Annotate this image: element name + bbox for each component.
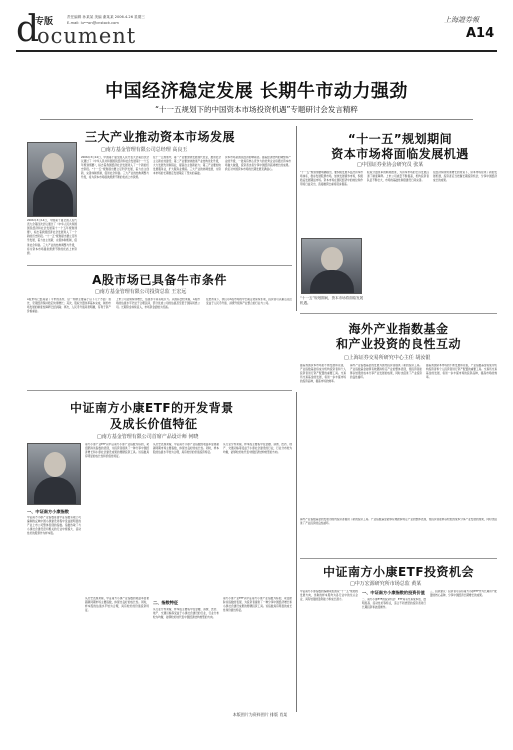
article-etf-background-byline: □南方基金管理有限公司首席产品设计师 何晓 <box>97 434 199 440</box>
article-overseas-funds-byline: □上海证券交易所研究中心主任 胡汝银 <box>344 355 431 361</box>
article-etf-background-col1: 中证南方小康产业指数是由中证指数有限公司编制的反映中国小康建设进程中受益最明显的产业上市公司整体表现的指数。指数选取了与小康社会建设密切相关的行业中规模大、流动性好的股票作为样本股。 <box>27 516 81 536</box>
masthead-paper-name: 上海證券報 <box>444 16 479 24</box>
article-opportunities-col2: 股权分置改革的顺利推进，为资本市场的长远发展扫清了制度障碍。上市公司质量不断提高，机构投资者队伍不断壮大，市场的基础性制度建设日趋完善。 <box>367 171 429 183</box>
article-overseas-funds-col1: 海外产业指数基金的发展为国内投资者提供了新的投资工具。产业指数基金能够有效跟踪特定产业的整体表现，使投资者能够以较低的成本分享产业发展的成果，同时也促进了产业投资的良性循环。 <box>350 364 422 380</box>
article-overseas-funds-title-line2: 和产业投资的良性互动 <box>335 337 461 351</box>
article-opportunities-title-line1: “十一五”规划期间 <box>347 132 453 146</box>
article-industries-side-text: 2006年3月14日，中国第十届全国人民代表大会第四次会议通过了《中华人民共和国国民经济和社会发展第十一个五年规划纲要》，标志着我国经济社会发展进入了一个新的历史阶段。“十一五”规划提出要立足科学发展，着力自主创新，完善体制机制，促进社会和谐。三大产业的结构调整与升级，将为资本市场提供源源不断的优质上市资源。 <box>27 219 77 255</box>
article-etf-background-col2b: 从历史表现来看，中证南方小康产业指数的收益率显著超越同期市场主要指数，体现出良好的成长性。同时，样本股的估值水平较为合理，具有较好的价值投资特征。 <box>85 597 149 613</box>
masthead-meta-line1: 责任编辑 孙某某 美编 谢某某 2006.4.26 星期三 <box>67 15 145 19</box>
article-industries-col1: 2006年3月14日，中国第十届全国人民代表大会第四次会议通过了《中华人民共和国国民经济和社会发展第十一个五年规划纲要》，标志着我国经济社会发展进入了一个新的历史阶段。“十一五”规划提出要立足科学发展，着力自主创新，完善体制机制，促进社会和谐。三大产业的结构调整与升级，将为资本市场提供源源不断的优质上市资源。 <box>81 156 149 180</box>
article-bull-market-byline: □南方基金管理有限公司投资总监 王宏远 <box>95 289 187 295</box>
article-overseas-funds-col0b: 海外产业指数基金的发展为国内投资者提供了新的投资工具。产业指数基金能够有效跟踪特定产业的整体表现，使投资者能够以较低的成本分享产业发展的成果，同时也促进了产业投资的良性循环。 <box>300 518 497 526</box>
article-bull-market-col2: 上市公司业绩持续增长，估值水平具有吸引力。从国际比较来看，A股市场的估值水平仍处于合理区间，部分优质公司的估值甚至低于国际同类公司。长期资金持续流入，市场资金面较为充裕。 <box>116 298 200 310</box>
main-headline: 中国经济稳定发展 长期牛市动力强劲 <box>105 81 408 102</box>
article-etf-opportunity-col1: 中证南方小康指数的编制紧扣国家“十一五”规划的发展方向，选取的样本股均为各行业中的龙头企业，具有较强的盈利能力和成长潜力。 <box>300 590 358 602</box>
article-etf-background-title-line2: 及成长价值特征 <box>110 417 198 431</box>
article-etf-opportunity-byline: □中万宏源研究所市场总监 黄某 <box>350 581 422 587</box>
article-etf-background-col3b: 从行业分布来看，样本股主要集中在金融、消费、医药、地产、交通运输等受益于小康社会建设的行业，行业分布较为均衡，能够较好地代表中国经济结构转型的方向。 <box>153 608 219 620</box>
headline-rule <box>40 119 473 120</box>
article-bull-market-title: A股市场已具备牛市条件 <box>92 273 227 287</box>
article-industries-title: 三大产业推动资本市场发展 <box>85 130 236 144</box>
article-overseas-funds-title-line1: 海外产业指数基金 <box>348 322 449 336</box>
article-opportunities-col1: “十一五”规划纲要明确提出，要积极发展多层次资本市场体系，稳步发展股票市场，加快发展债券市场，积极稳妥发展期货市场。资本市场在国民经济中的地位和作用将日益突出，直接融资比重将逐步提高。 <box>300 171 363 187</box>
article-overseas-funds-col2: 随着我国资本市场的不断发展和完善，产业指数基金将成为机构投资者和个人投资者进行资产配置的重要工具。交易所交易基金的发展，将进一步丰富市场的投资品种，提高市场的效率。 <box>426 364 497 380</box>
article-etf-opportunity-footer: 本版图片为资料图片 排版 肖某 <box>232 712 288 717</box>
article-industries-byline: □南方基金管理有限公司总经理 高良玉 <box>101 147 188 153</box>
article-industries-col3: 资本市场是国民经济的晴雨表。随着经济结构的调整和产业的升级，一批具有核心竞争力的优秀企业将通过资本市场做大做强，投资者也将分享中国经济高速增长的成果。我们对中国资本市场的长期发展充满信心。 <box>225 156 291 172</box>
article-bull-market-col1: A股市场已经具备了牛市的条件，这一判断主要基于以下几个方面：首先，宏观经济保持稳定快速增长；其次，股权分置改革基本完成，制约市场发展的制度性障碍已经消除；再次，人民币升值趋势明确，有利于资产价格重估。 <box>27 298 111 314</box>
article-etf-background-col2: 南方小康产业ETF以中证南方小康产业指数为标的，紧密跟踪该指数的表现，为投资者提供了一种分享中国经济增长和小康社会建设成果的便捷投资工具。该指数具有明显的成长性和价值性特征。 <box>85 443 149 459</box>
article-etf-opportunity-subhead-1: 一、中证南方小康指数的投资价值 <box>362 590 425 595</box>
article-industries-photo <box>27 142 77 217</box>
article-etf-background-photo <box>27 443 81 505</box>
article-etf-opportunity-col2: 二、南方小康ETF的投资机会：ETF具有交易成本低、透明度高、流动性好等特点，适合不同类型的投资者进行长期投资和波段操作。 <box>362 598 426 610</box>
article-etf-opportunity-col3: 三、投资建议：投资者可以将南方小康ETF作为长期资产配置的核心品种，分享中国经济长期增长的成果。 <box>430 590 497 598</box>
masthead-section-zh: 专版 <box>35 17 54 27</box>
masthead-page-number: A14 <box>466 26 495 41</box>
article-etf-background-col3: 从历史表现来看，中证南方小康产业指数的收益率显著超越同期市场主要指数，体现出良好的成长性。同时，样本股的估值水平较为合理，具有较好的价值投资特征。 <box>153 443 219 455</box>
article-bull-market-col3: 在此背景下，我们对A股市场的中长期走势保持乐观，投资者可以重点关注受益于人民币升值、消费升级和产业整合的行业与公司。 <box>206 298 292 306</box>
divider-a1-a2 <box>296 126 297 311</box>
masthead-big-letter: d <box>16 9 40 50</box>
article-etf-background-subhead-2: 二、指数特征 <box>153 600 179 605</box>
divider-a5-a4 <box>296 392 297 712</box>
article-opportunities-photo <box>301 238 362 294</box>
article-etf-background-subhead-1: 一、中证南方小康指数 <box>27 509 69 514</box>
article-etf-background-col4: 从行业分布来看，样本股主要集中在金融、消费、医药、地产、交通运输等受益于小康社会建设的行业，行业分布较为均衡，能够较好地代表中国经济结构转型的方向。 <box>223 443 292 455</box>
article-etf-background-title-line1: 中证南方小康ETF的开发背景 <box>70 401 234 415</box>
masthead-section-en: ocument <box>37 24 137 48</box>
rule-before-a6 <box>300 558 497 559</box>
article-opportunities-caption: “十一五”规划期间，资本市场将面临发展机遇。 <box>300 296 364 305</box>
rule-before-a5 <box>27 390 292 391</box>
article-opportunities-title-line2: 资本市场将面临发展机遇 <box>331 147 469 161</box>
article-opportunities-col3: 在经济持续快速增长的背景下，资本市场迎来了新的发展机遇，投资者应当把握长期投资机会，分享中国经济成长的成果。 <box>433 171 497 183</box>
article-industries-col2: 在十一五规划中，第一产业要加快发展现代农业，推进社会主义新农村建设；第二产业要加快推进产业结构优化升级，大力发展先进制造业，提高自主创新能力；第三产业要加快发展服务业，扩大服务业规模。三大产业的协调发展，为资本市场的长期稳定发展奠定了坚实的基础。 <box>153 156 221 176</box>
main-subheadline: “十一五规划下的中国资本市场投资机遇”专题研讨会发言精粹 <box>155 105 358 114</box>
rule-before-a3 <box>27 265 292 266</box>
article-etf-background-col4b: 南方小康产业ETF以中证南方小康产业指数为标的，紧密跟踪该指数的表现，为投资者提供了一种分享中国经济增长和小康社会建设成果的便捷投资工具。该指数具有明显的成长性和价值性特征。 <box>223 597 292 613</box>
article-opportunities-byline: □中国证券业协会研究员 张某 <box>357 162 424 168</box>
article-overseas-funds-col0: 随着我国资本市场的不断发展和完善，产业指数基金将成为机构投资者和个人投资者进行资产配置的重要工具。交易所交易基金的发展，将进一步丰富市场的投资品种，提高市场的效率。 <box>300 364 346 384</box>
rule-before-a4 <box>300 313 497 314</box>
article-etf-opportunity-title: 中证南方小康ETF投资机会 <box>322 565 475 579</box>
masthead-meta-line2: E-mail: lu••on@cnstock.com <box>67 21 119 25</box>
masthead-rule <box>16 50 497 52</box>
